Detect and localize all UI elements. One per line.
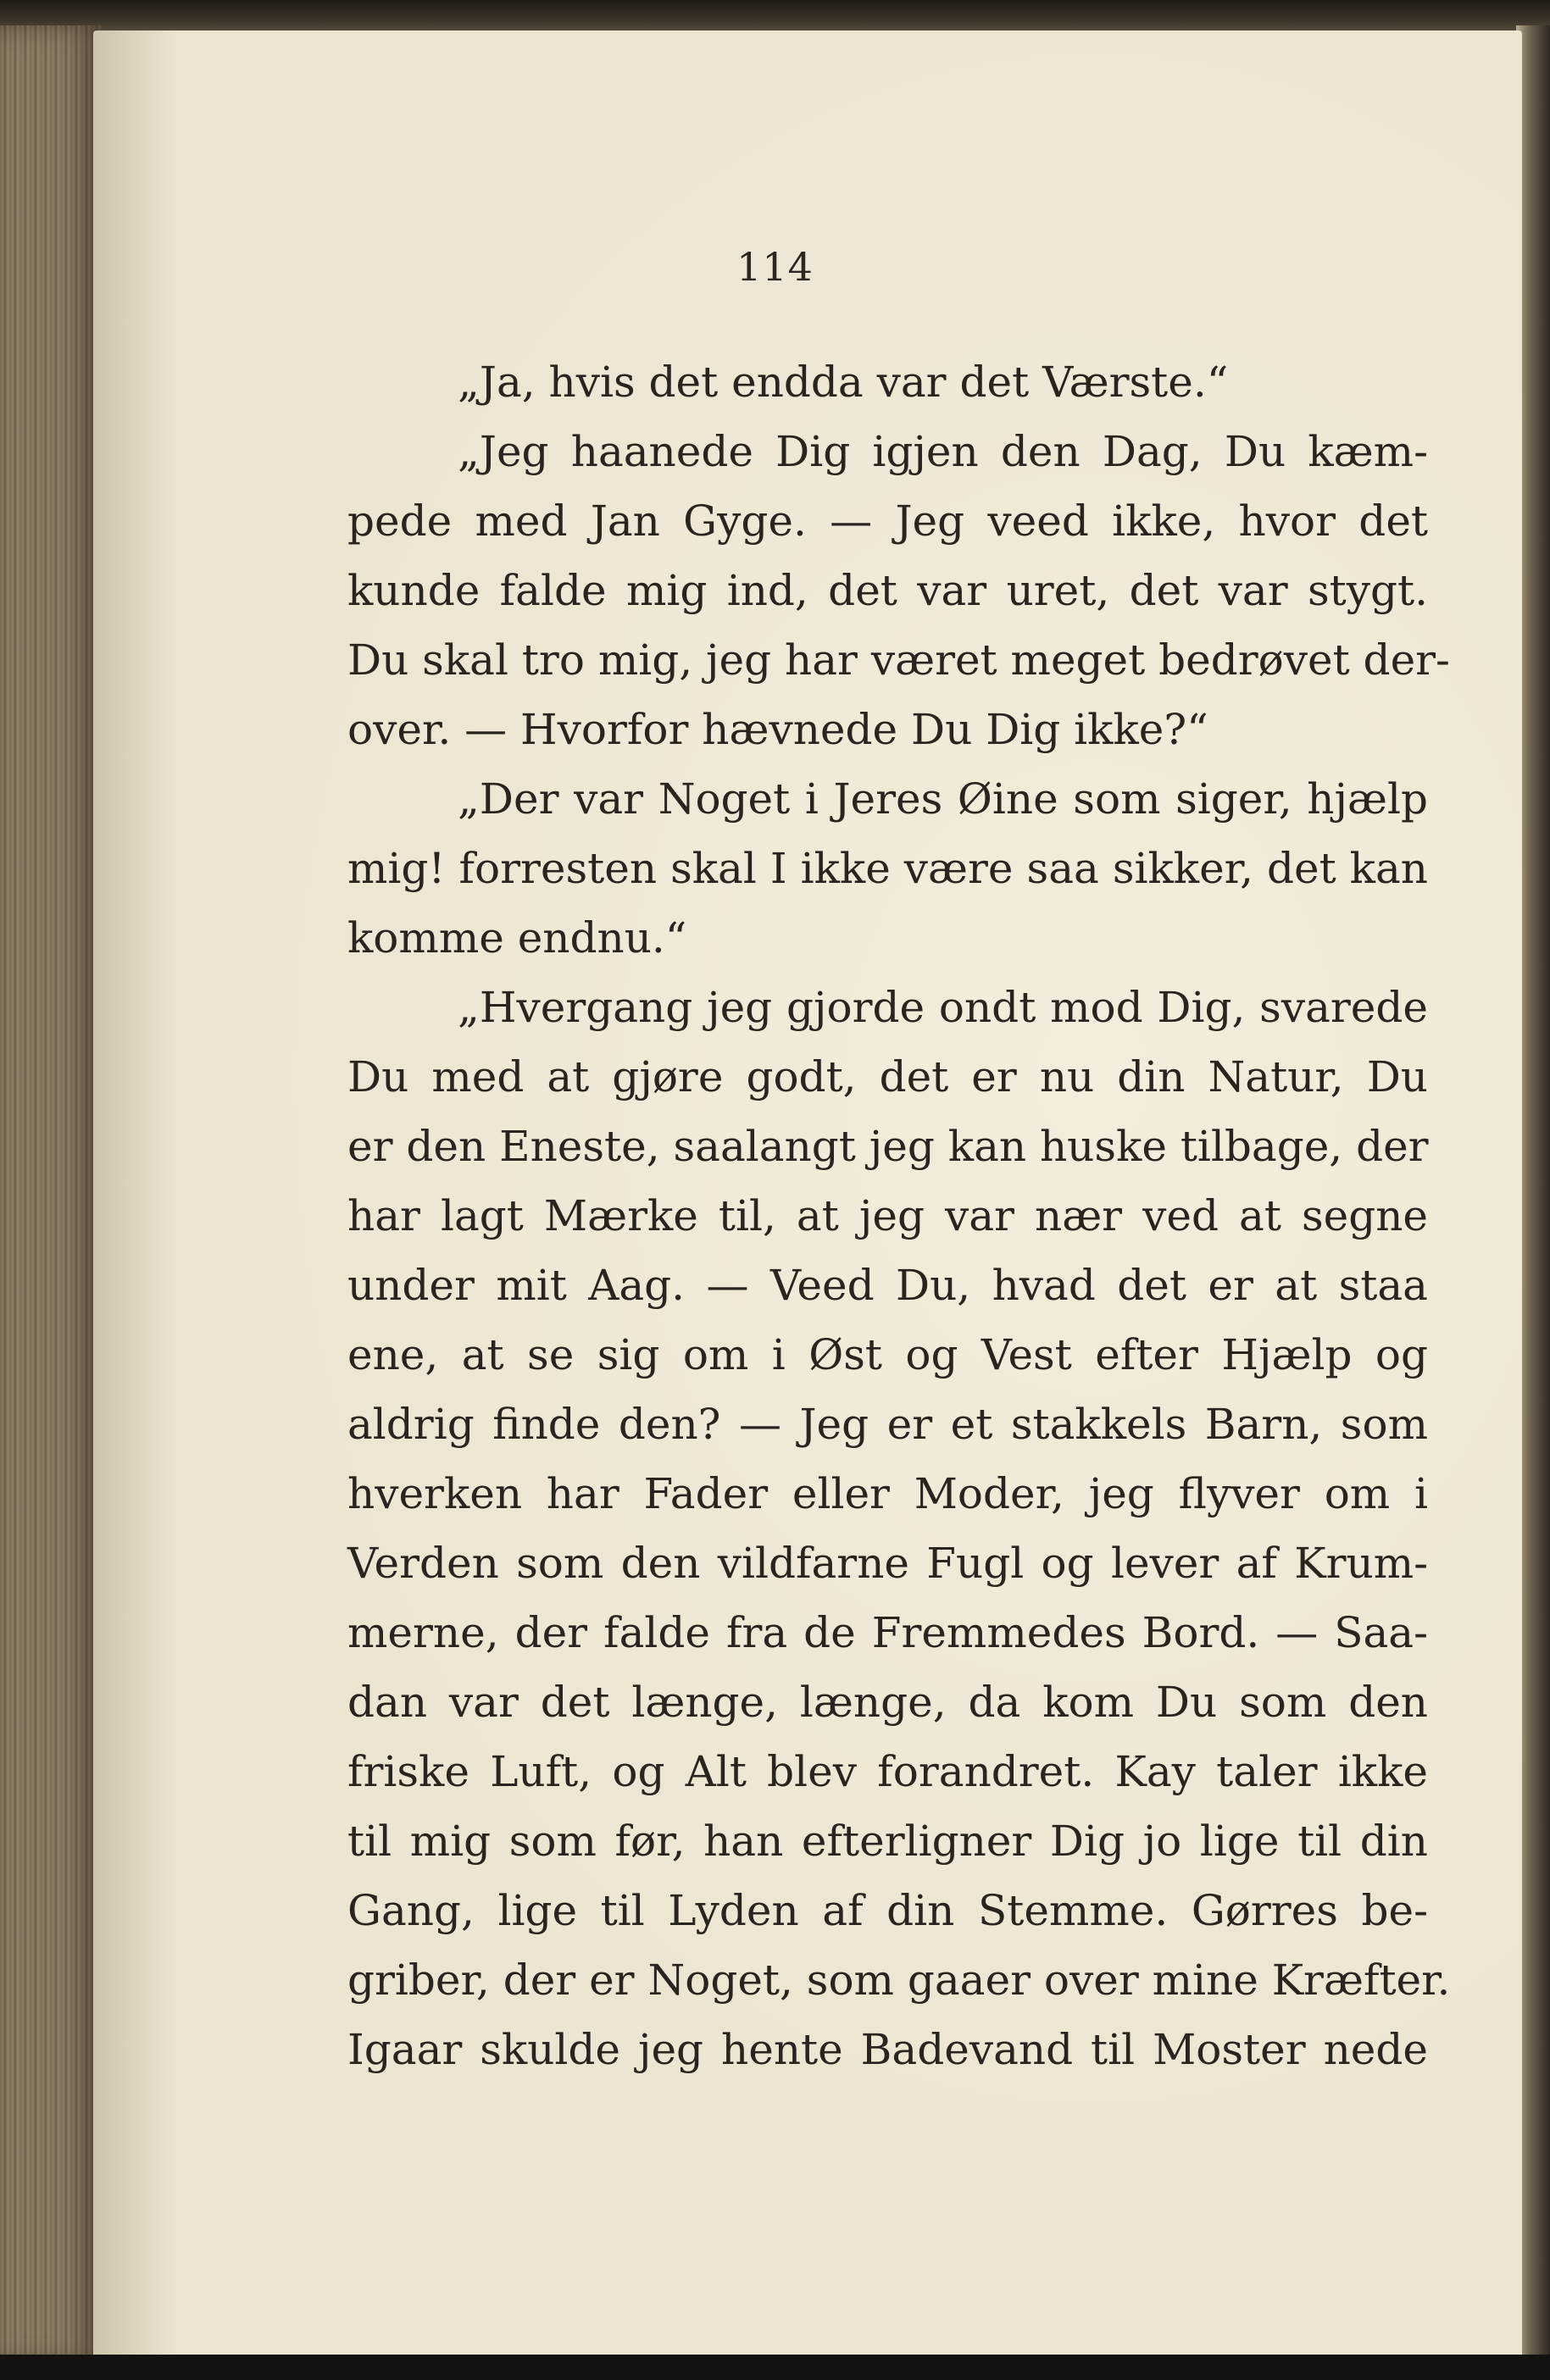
text-line: ene, at se sig om i Øst og Vest efter Hjælp og (347, 1330, 1428, 1379)
text-line: under mit Aag. — Veed Du, hvad det er at staa (347, 1261, 1428, 1310)
text-line: dan var det længe, længe, da kom Du som den (347, 1678, 1428, 1727)
text-line: Igaar skulde jeg hente Badevand til Moster nede (347, 2025, 1428, 2074)
book-top-edge (0, 0, 1550, 34)
text-line: til mig som før, han efterligner Dig jo lige til din (347, 1817, 1428, 1866)
book-bottom-edge (0, 2355, 1550, 2380)
text-line: Gang, lige til Lyden af din Stemme. Gørres be- (347, 1886, 1428, 1935)
text-line: „Ja, hvis det endda var det Værste.“ (458, 358, 1229, 407)
page-number: 114 (736, 244, 814, 290)
text-line: Verden som den vildfarne Fugl og lever af Krum- (347, 1539, 1428, 1588)
text-line: pede med Jan Gyge. — Jeg veed ikke, hvor det (347, 497, 1428, 546)
text-line: friske Luft, og Alt blev forandret. Kay taler ikke (347, 1747, 1428, 1796)
text-line: kunde falde mig ind, det var uret, det var stygt. (347, 566, 1428, 615)
text-line: er den Eneste, saalangt jeg kan huske tilbage, der (347, 1122, 1429, 1171)
text-line: har lagt Mærke til, at jeg var nær ved at segne (347, 1191, 1428, 1240)
text-line: komme endnu.“ (347, 913, 687, 963)
stacked-page-edges (0, 25, 102, 2364)
text-line: hverken har Fader eller Moder, jeg flyver om i (347, 1469, 1428, 1518)
text-line: mig! forresten skal I ikke være saa sikker, det kan (347, 844, 1428, 893)
body-text (347, 347, 1451, 2084)
text-line: „Hvergang jeg gjorde ondt mod Dig, svarede (458, 983, 1428, 1032)
text-line: „Der var Noget i Jeres Øine som siger, hjælp (458, 774, 1428, 824)
text-line: merne, der falde fra de Fremmedes Bord. — Saa- (347, 1608, 1428, 1657)
text-line: Du med at gjøre godt, det er nu din Natur, Du (347, 1052, 1428, 1101)
text-line: „Jeg haanede Dig igjen den Dag, Du kæm- (458, 427, 1428, 476)
text-line: griber, der er Noget, som gaaer over mine Kræfter. (347, 1956, 1451, 2005)
text-line: aldrig finde den? — Jeg er et stakkels Barn, som (347, 1400, 1428, 1449)
text-line: Du skal tro mig, jeg har været meget bedrøvet der- (347, 635, 1450, 685)
text-line: over. — Hvorfor hævnede Du Dig ikke?“ (347, 705, 1208, 754)
